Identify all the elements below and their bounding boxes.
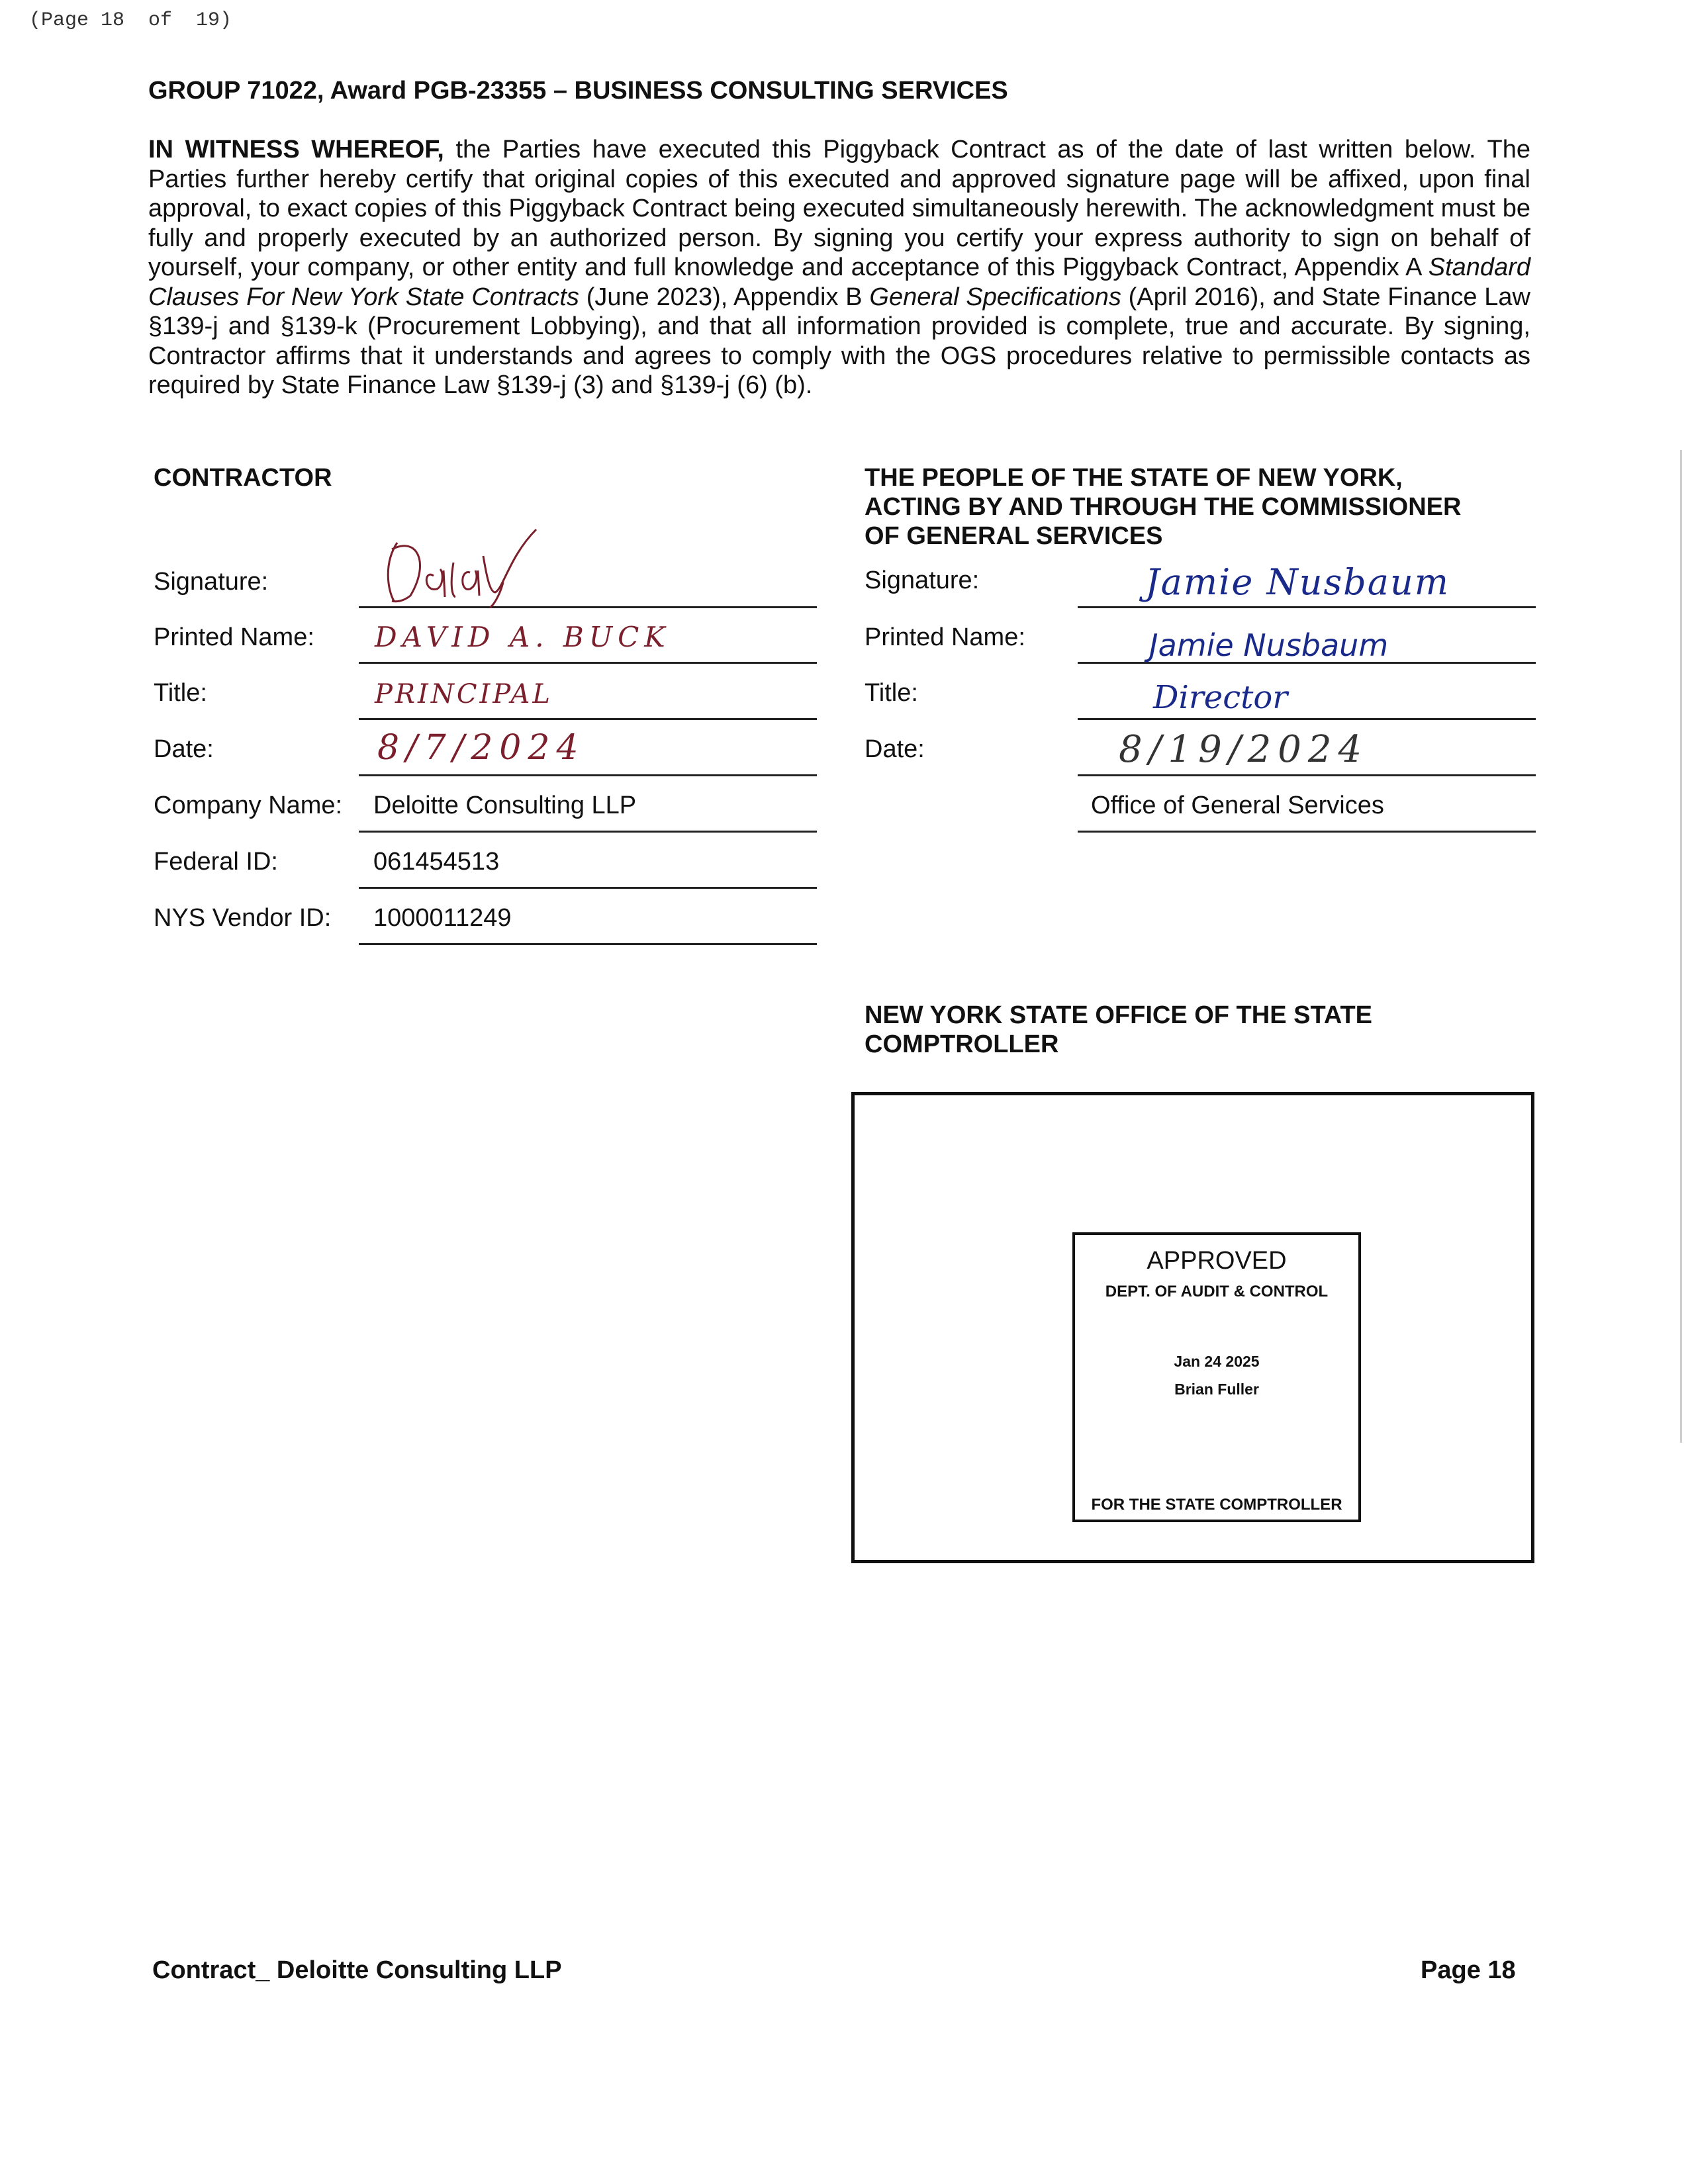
group-title: GROUP 71022, Award PGB-23355 – BUSINESS CONSULTING SERVICES <box>148 77 1008 105</box>
stamp-date: Jan 24 2025 <box>1174 1353 1260 1370</box>
stamp-approved: APPROVED <box>1147 1247 1287 1275</box>
stamp-approver-name: Brian Fuller <box>1174 1381 1259 1398</box>
approval-stamp <box>1072 1232 1361 1522</box>
federal-id-value: 061454513 <box>373 848 500 876</box>
witness-paragraph <box>148 135 1530 400</box>
vendor-id-label: NYS Vendor ID: <box>154 904 332 932</box>
company-name-label: Company Name: <box>154 792 343 819</box>
contractor-date: 8/7/2024 <box>377 728 585 768</box>
state-heading <box>865 463 1461 551</box>
footer-page-number: Page 18 <box>1421 1956 1516 1984</box>
state-date: 8/19/2024 <box>1119 728 1369 771</box>
contractor-date-label: Date: <box>154 735 214 763</box>
witness-lead: IN WITNESS WHEREOF, <box>148 136 444 163</box>
state-date-line <box>1078 774 1536 776</box>
witness-italic-1: Standard Clauses For New York State Contracts <box>148 253 1530 311</box>
contractor-signature <box>377 523 576 609</box>
contractor-printed-name-label: Printed Name: <box>154 623 314 651</box>
state-heading-line-1: THE PEOPLE OF THE STATE OF NEW YORK, <box>865 464 1403 492</box>
contractor-printed-name: DAVID A. BUCK <box>375 621 671 653</box>
page-counter: (Page 18 of 19) <box>29 9 232 32</box>
state-title: Director <box>1153 679 1288 716</box>
state-signature-line <box>1078 606 1536 608</box>
contractor-heading: CONTRACTOR <box>154 464 332 492</box>
contractor-printed-name-line <box>359 662 817 664</box>
vendor-id-value: 1000011249 <box>373 904 512 932</box>
state-office-line <box>1078 831 1536 833</box>
company-name-line <box>359 831 817 833</box>
stamp-dept: DEPT. OF AUDIT & CONTROL <box>1105 1283 1329 1300</box>
federal-id-label: Federal ID: <box>154 848 278 876</box>
comptroller-heading-line-1: NEW YORK STATE OFFICE OF THE STATE <box>865 1001 1373 1029</box>
federal-id-line <box>359 887 817 889</box>
state-title-label: Title: <box>865 679 918 707</box>
state-office-value: Office of General Services <box>1091 792 1384 819</box>
state-signature: Jamie Nusbaum <box>1145 561 1450 603</box>
company-name-value: Deloitte Consulting LLP <box>373 792 637 819</box>
comptroller-heading-line-2: COMPTROLLER <box>865 1030 1059 1058</box>
vendor-id-line <box>359 943 817 945</box>
contractor-title-label: Title: <box>154 679 207 707</box>
state-heading-line-2: ACTING BY AND THROUGH THE COMMISSIONER <box>865 493 1462 521</box>
contractor-signature-label: Signature: <box>154 568 269 596</box>
witness-italic-2: General Specifications <box>869 283 1121 311</box>
state-date-label: Date: <box>865 735 925 763</box>
comptroller-heading <box>865 1001 1372 1059</box>
contractor-title: PRINCIPAL <box>375 679 553 709</box>
witness-text-1: the Parties have executed this Piggyback Contract as of the date of last written below. The Parties further hereby certify that original copies of this executed and approved signature page will be affixed, upon final approval, to exact copies of this Piggyback Contract being executed simultaneously herewith. The acknowledgment must be fully and properly executed by an authorized person. By signing you certify your express authority to sign on behalf of yourself, your company, or other entity and full knowledge and acceptance of this Piggyback Contract, Appendix A <box>148 136 1530 281</box>
state-title-line <box>1078 718 1536 720</box>
footer-contract-name: Contract_ Deloitte Consulting LLP <box>152 1956 562 1984</box>
witness-text-3: (April 2016), and State Finance Law §139-j and §139-k (Procurement Lobbying), and that all information provided is complete, true and accurate. By signing, Contractor affirms that it understands and agrees to comply with the OGS procedures relative to permissible contacts as required by State Finance Law §139-j (3) and §139-j (6) (b). <box>148 283 1530 399</box>
state-signature-label: Signature: <box>865 567 980 594</box>
state-printed-name: Jamie Nusbaum <box>1149 627 1389 663</box>
scan-edge <box>1680 450 1682 1443</box>
contractor-date-line <box>359 774 817 776</box>
stamp-for-comptroller: FOR THE STATE COMPTROLLER <box>1091 1496 1342 1514</box>
state-heading-line-3: OF GENERAL SERVICES <box>865 522 1163 550</box>
witness-text-2: (June 2023), Appendix B <box>579 283 870 311</box>
contractor-title-line <box>359 718 817 720</box>
state-printed-name-label: Printed Name: <box>865 623 1025 651</box>
